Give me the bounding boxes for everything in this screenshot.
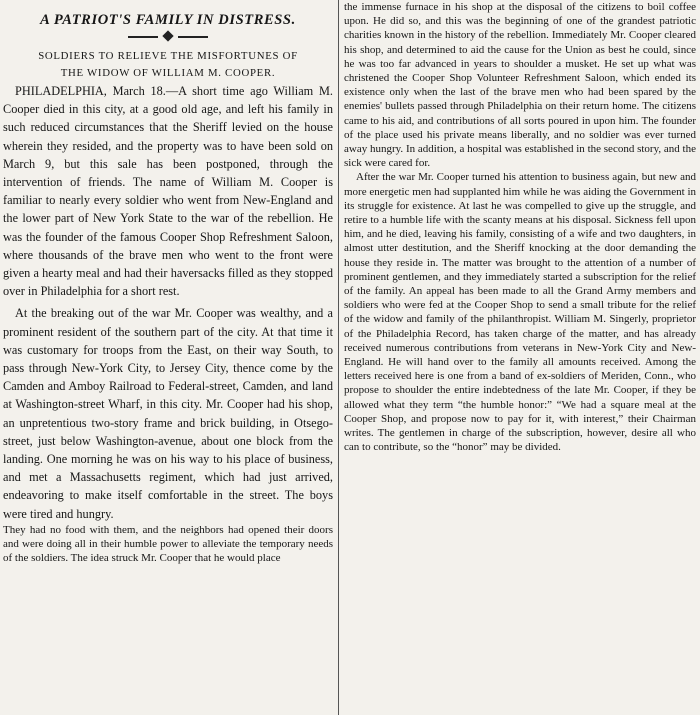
subheadline-line-2: THE WIDOW OF WILLIAM M. COOPER. <box>60 67 276 79</box>
diamond-ornament-icon <box>162 30 173 41</box>
left-column <box>3 0 333 565</box>
paragraph-2: At the breaking out of the war Mr. Cooper was wealthy, and a prominent resident of the southern part of the city. At that time it was customary for troops from the East, on their way South, to pass through New-York City, to Jersey City, thence come by the Camden and Amboy Railroad to Federal-street, Camden, and land at Washington-street Wharf, in this city. Mr. Cooper had his shop, an unpretentious two-story frame and brick building, in Otsego-street, just below Washington-avenue, about one block from the landing. One morning he was on his way to his place of business, and met a Massachusetts regiment, which had just arrived, endeavoring to make itself comfortable in the street. The boys were tired and hungry. <box>3 306 333 521</box>
right-column <box>344 0 696 455</box>
subheadline-line-1: SOLDIERS TO RELIEVE THE MISFORTUNES OF <box>38 50 298 62</box>
paragraph-3: the immense furnace in his shop at the disposal of the citizens to boil coffee upon. He did so, and this was the beginning of one of the grandest patriotic charities known in the history of the rebellion. Immediately Mr. Cooper cleared his shop, and determined to aid the cause for the Union as best he could, since he was too far advanced in years to shoulder a musket. He set up what was christened the Cooper Shop Volunteer Refreshment Saloon, which ended its existence only when the last of the brave men who had been spared by the enemies' bullets passed through Philadelphia on their return home. The citizens came to his aid, and contributions of all sorts poured in upon him. The founder of the place used his private means liberally, and no soldier was ever turned away hungry. In addition, a hospital was established in the second story, and the sick were cared for. <box>344 1 696 170</box>
paragraph-4: After the war Mr. Cooper turned his attention to business again, but new and more energetic men had supplanted him while he was aiding the Government in its struggle for existence. At last he was compelled to give up the struggle, and retire to a humble life with the scanty means at his disposal. Sickness fell upon him, and he died, leaving his family, consisting of a wife and two daughters, in almost utter destitution, and the Sheriff knocking at the door demanding the house they reside in. The matter was brought to the attention of a number of prominent gentlemen, and they immediately started a subscription for the relief of the family. An appeal has been made to all the Grand Army members and soldiers who were fed at the Cooper Shop to send a small tribute for the relief of the widow and family of the philanthropist. William M. Singerly, proprietor of the Philadelphia Record, has taken charge of the matter, and has already received numerous contributions from veterans in New-York City and New-England. He will hand over to the family all amounts received. Among the letters received here is one from a band of ex-soldiers of Meriden, Conn., who propose to shoulder the entire indebtedness of the late Mr. Cooper, if they be allowed what they term “the humble honor:” “We had a square meal at the Cooper Shop, and propose now to pay for it, with interest,” their Chairman writes. The gentlemen in charge of the subscription, however, desire all who can to contribute, so the “honor” may be divided. <box>344 171 696 454</box>
headline: A PATRIOT'S FAMILY IN DISTRESS. <box>40 12 296 28</box>
ornament-divider <box>128 32 208 42</box>
paragraph-1: PHILADELPHIA, March 18.—A short time ago William M. Cooper died in this city, at a good old age, and left his family in such reduced circumstances that the Sheriff levied on the house wherein they resided, and the property was to have been sold on March 9, but this sale has been postponed, through the intervention of friends. The name of William M. Cooper is familiar to nearly every soldier who went from New-England and the lower part of New York State to the war of the rebellion. He was the founder of the famous Cooper Shop Refreshment Saloon, where thousands of the brave men who went to the front were given a hearty meal and had their haversacks filled as they stopped over in Philadelphia for a short rest. <box>3 84 333 299</box>
paragraph-2-continued: They had no food with them, and the neighbors had opened their doors and were doing all in their humble power to alleviate the temporary needs of the soldiers. The idea struck Mr. Cooper that he would place <box>3 523 333 565</box>
column-rule <box>338 0 339 715</box>
